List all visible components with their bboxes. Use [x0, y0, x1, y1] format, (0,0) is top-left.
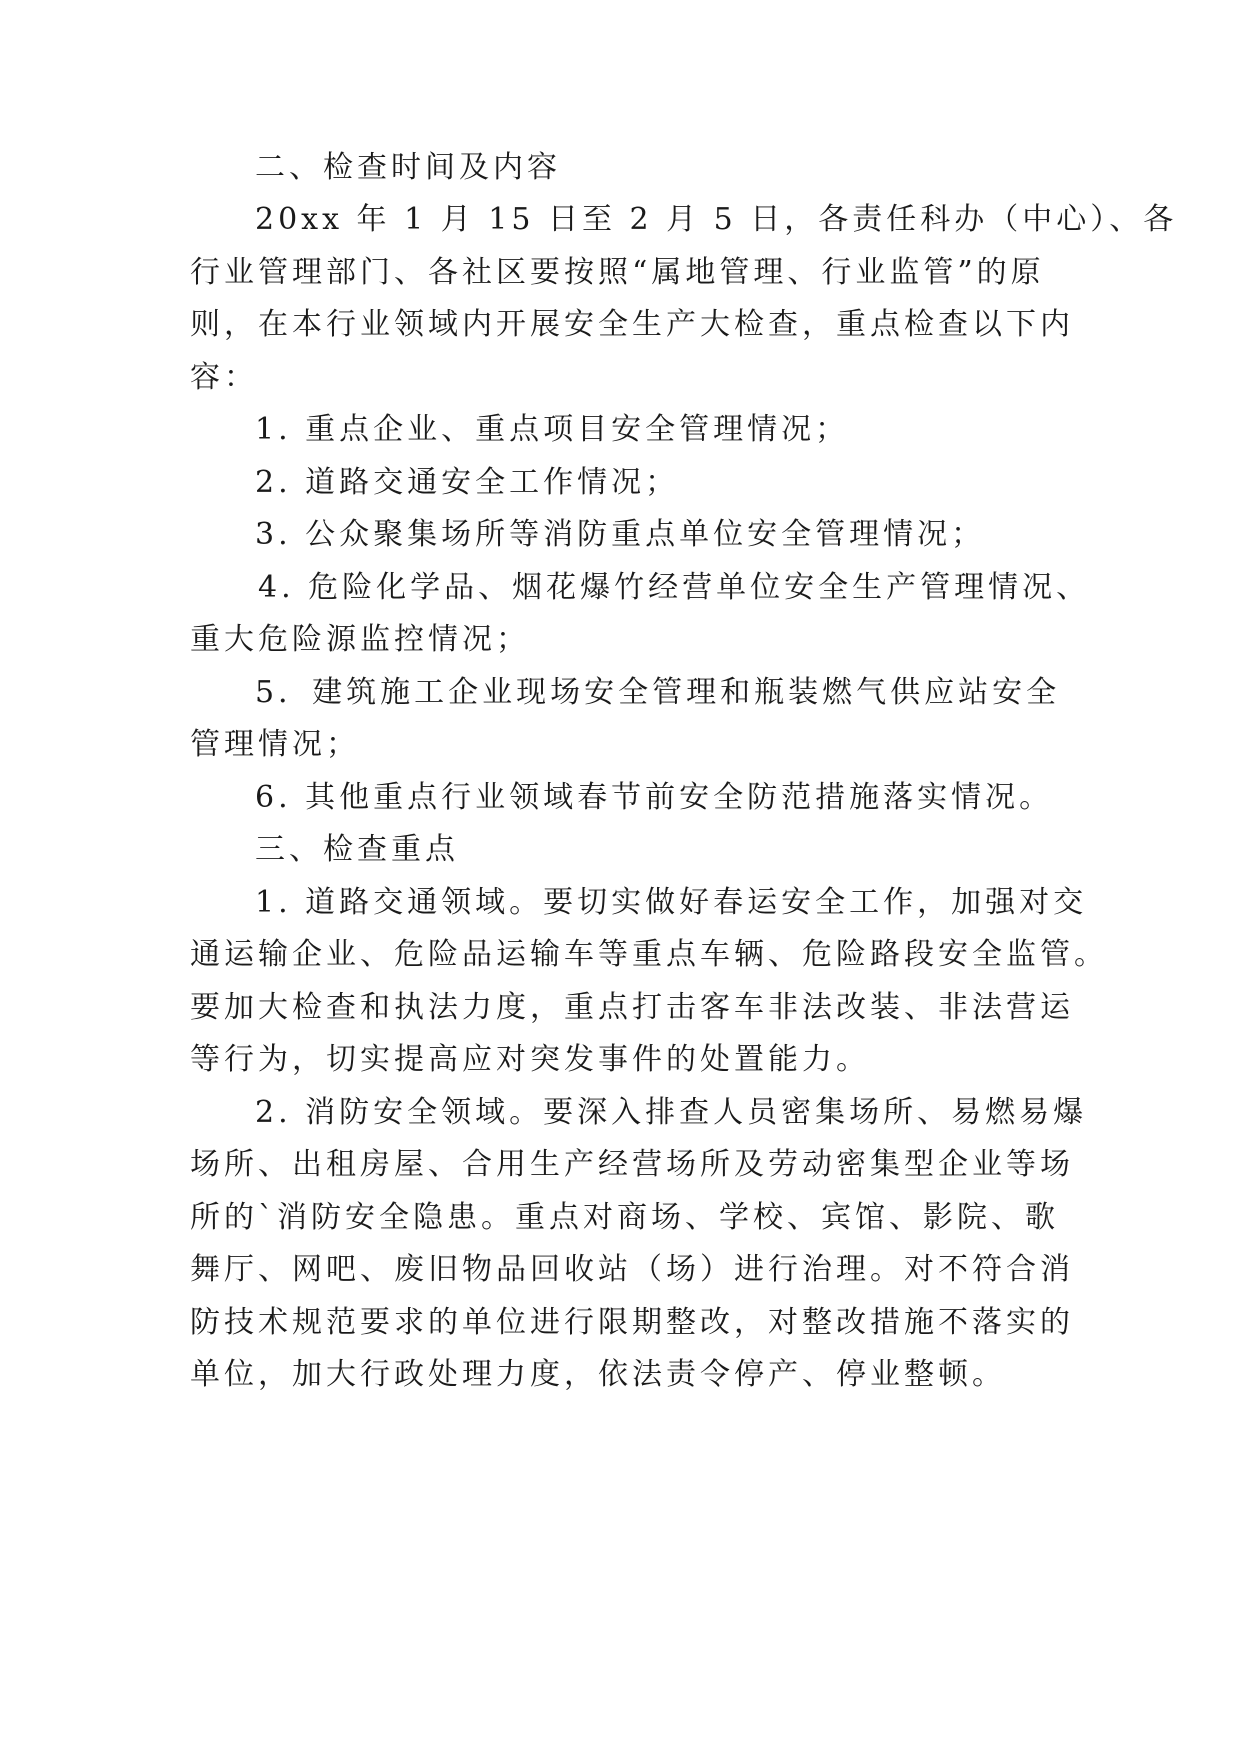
body-line: 舞厅、网吧、废旧物品回收站（场）进行治理。对不符合消 — [190, 1252, 1074, 1287]
list-item: 3. 公众聚集场所等消防重点单位安全管理情况； — [255, 517, 986, 552]
body-line: 行业管理部门、各社区要按照“属地管理、行业监管”的原 — [190, 255, 1045, 290]
body-line: 容： — [190, 360, 258, 395]
section-heading-inspection-time: 二、检查时间及内容 — [255, 150, 561, 185]
list-item: 1. 重点企业、重点项目安全管理情况； — [255, 412, 850, 447]
body-line: 等行为，切实提高应对突发事件的处置能力。 — [190, 1042, 870, 1077]
body-line: 通运输企业、危险品运输车等重点车辆、危险路段安全监管。 — [190, 937, 1108, 972]
body-line: 则，在本行业领域内开展安全生产大检查，重点检查以下内 — [190, 307, 1074, 342]
body-line: 所的`消防安全隐患。重点对商场、学校、宾馆、影院、歌 — [190, 1200, 1059, 1235]
body-line: 1. 道路交通领域。要切实做好春运安全工作，加强对交 — [255, 885, 1088, 920]
list-item: 2. 道路交通安全工作情况； — [255, 465, 680, 500]
body-line: 要加大检查和执法力度，重点打击客车非法改装、非法营运 — [190, 990, 1074, 1025]
body-line: 20xx 年 1 月 15 日至 2 月 5 日，各责任科办（中心）、各 — [255, 202, 1178, 237]
list-item-continuation: 管理情况； — [190, 727, 360, 762]
list-item: 6. 其他重点行业领域春节前安全防范措施落实情况。 — [255, 780, 1054, 815]
list-item: 4. 危险化学品、烟花爆竹经营单位安全生产管理情况、 — [258, 570, 1091, 605]
list-item: 5．建筑施工企业现场安全管理和瓶装燃气供应站安全 — [255, 675, 1061, 710]
section-heading-inspection-focus: 三、检查重点 — [255, 832, 459, 867]
body-line: 防技术规范要求的单位进行限期整改，对整改措施不落实的 — [190, 1305, 1074, 1340]
body-line: 单位，加大行政处理力度，依法责令停产、停业整顿。 — [190, 1357, 1006, 1392]
list-item-continuation: 重大危险源监控情况； — [190, 622, 530, 657]
body-line: 场所、出租房屋、合用生产经营场所及劳动密集型企业等场 — [190, 1147, 1074, 1182]
body-line: 2. 消防安全领域。要深入排查人员密集场所、易燃易爆 — [255, 1095, 1088, 1130]
